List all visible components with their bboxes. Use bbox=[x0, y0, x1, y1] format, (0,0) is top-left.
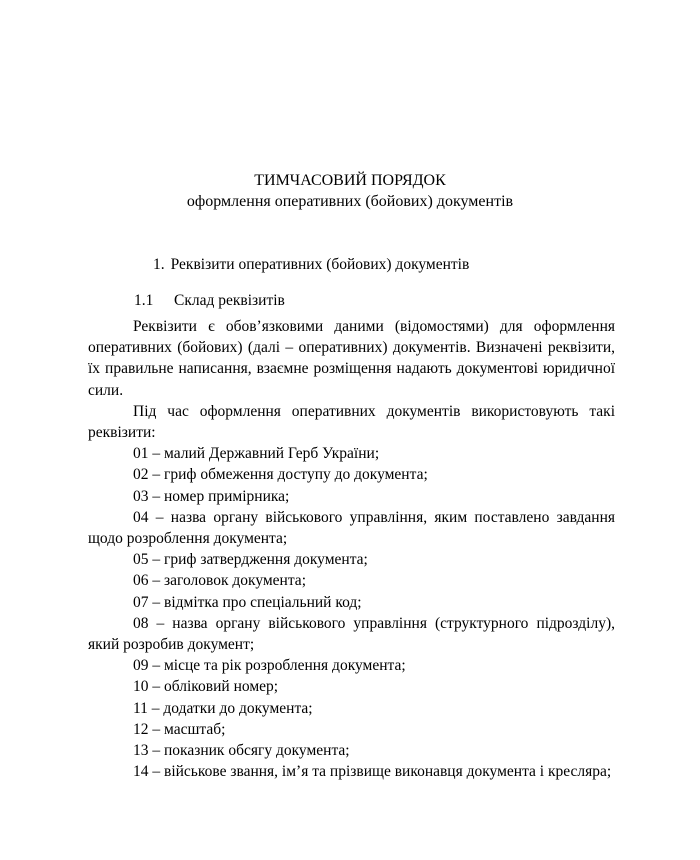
section-heading bbox=[153, 254, 469, 275]
requisite-item: 13 – показник обсягу документа; bbox=[133, 742, 350, 760]
paragraph: Під час оформлення оперативних документів використовують такі реквізити: bbox=[88, 402, 615, 442]
requisite-item: 07 – відмітка про спеціальний код; bbox=[133, 593, 362, 611]
requisite-item: 14 – військове звання, ім’я та прізвище виконавця документа і кресляра; bbox=[133, 763, 612, 781]
document-title: ТИМЧАСОВИЙ ПОРЯДОК bbox=[254, 172, 446, 189]
paragraph: Реквізити є обов’язковими даними (відомостями) для оформлення оперативних (бойових) (далі – оперативних) документів. Визначені реквізити, їх правильне написання, взаємне розміщення надають документові юридичної сили. bbox=[88, 318, 615, 399]
requisite-item: 12 – масштаб; bbox=[133, 720, 226, 738]
requisite-item: 09 – місце та рік розроблення документа; bbox=[133, 657, 406, 675]
section-number: 1. bbox=[153, 256, 165, 273]
document-subtitle: оформлення оперативних (бойових) документів bbox=[186, 193, 514, 210]
requisite-item: 05 – гриф затвердження документа; bbox=[133, 551, 368, 569]
requisite-item: 11 – додатки до документа; bbox=[133, 699, 313, 717]
subsection-heading bbox=[134, 290, 285, 311]
subsection-number: 1.1 bbox=[134, 292, 154, 309]
subsection-label: Склад реквізитів bbox=[174, 292, 285, 309]
requisite-item: 04 – назва органу військового управління, яким поставлено завдання щодо розроблення документа; bbox=[88, 508, 615, 548]
requisite-item: 08 – назва органу військового управління (структурного підрозділу), який розробив документ; bbox=[88, 614, 615, 654]
requisite-item: 10 – обліковий номер; bbox=[133, 678, 279, 696]
requisite-item: 06 – заголовок документа; bbox=[133, 572, 306, 590]
requisite-item: 02 – гриф обмеження доступу до документа; bbox=[133, 466, 428, 484]
requisite-item: 03 – номер примірника; bbox=[133, 487, 290, 505]
document-body bbox=[88, 316, 615, 782]
section-label: Реквізити оперативних (бойових) документів bbox=[170, 256, 470, 273]
requisite-item: 01 – малий Державний Герб України; bbox=[133, 445, 380, 463]
